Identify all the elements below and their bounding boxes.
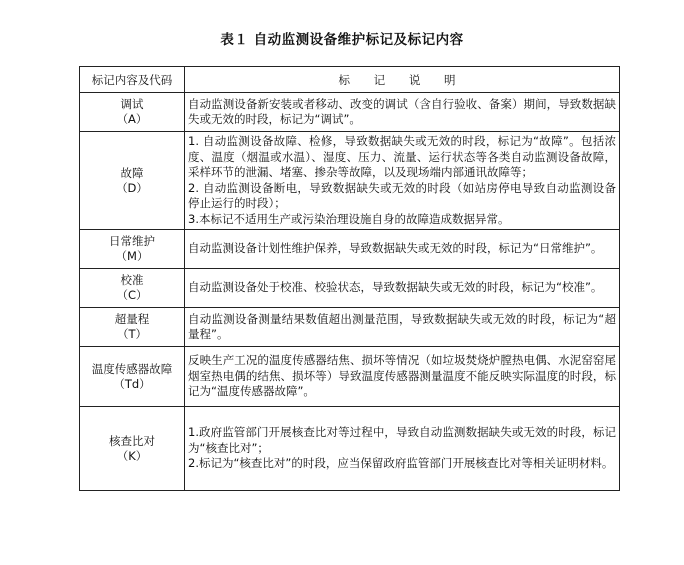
mark-description-cell	[185, 230, 620, 269]
mark-name-cell	[80, 269, 185, 308]
table-row	[80, 269, 620, 308]
table-title: 表１ 自动监测设备维护标记及标记内容	[220, 32, 464, 48]
mark-name-cell	[80, 132, 185, 230]
mark-name: 超量程	[114, 312, 150, 326]
mark-description-cell	[185, 269, 620, 308]
mark-description-cell	[185, 308, 620, 347]
mark-name: 核查比对	[109, 433, 155, 448]
table-row	[80, 132, 620, 230]
mark-description-cell	[185, 347, 620, 407]
mark-code: （T）	[116, 327, 148, 341]
mark-description-cell	[185, 132, 620, 230]
table-row	[80, 308, 620, 347]
mark-code: （Td）	[113, 376, 151, 391]
mark-description-line: 自动监测设备处于校准、校验状态，导致数据缺失或无效的时段，标记为“校准”。	[188, 280, 603, 295]
mark-description-line: 2. 自动监测设备断电，导致数据缺失或无效的时段（如站房停电导致自动监测设备停止运行的时段）；	[188, 180, 616, 210]
mark-code: （M）	[115, 249, 149, 263]
mark-description-cell	[185, 407, 620, 491]
mark-description-line: 2.标记为“核查比对”的时段，应当保留政府监管部门开展核查比对等相关证明材料。	[188, 456, 614, 471]
mark-name-cell	[80, 407, 185, 491]
header-code: 标记内容及代码	[80, 67, 185, 93]
table-row	[80, 407, 620, 491]
mark-name: 调试	[120, 97, 144, 111]
mark-name: 校准	[120, 273, 144, 287]
mark-name-cell	[80, 308, 185, 347]
mark-name: 日常维护	[109, 234, 155, 248]
mark-code: （A）	[116, 112, 148, 126]
mark-name: 故障	[120, 165, 144, 180]
mark-description-line: 反映生产工况的温度传感器结焦、损坏等情况（如垃圾焚烧炉膛热电偶、水泥窑窑尾烟室热电偶的结焦、损坏等）导致温度传感器测量温度不能反映实际温度的时段，标记为“温度传感器故障”。	[188, 353, 616, 399]
mark-description-cell	[185, 93, 620, 132]
mark-code: （D）	[116, 180, 148, 195]
mark-description-line: 1. 自动监测设备故障、检修，导致数据缺失或无效的时段，标记为“故障”。包括浓度、温度（烟温或水温）、湿度、压力、流量、运行状态等各类自动监测设备故障，采样环节的泄漏、堵塞、掺杂等故障，以及现场端内部通讯故障等；	[188, 134, 616, 179]
table-row	[80, 230, 620, 269]
marking-table	[79, 66, 620, 491]
mark-description-line: 自动监测设备测量结果数值超出测量范围，导致数据缺失或无效的时段，标记为“超量程”。	[188, 311, 616, 341]
mark-name: 温度传感器故障	[91, 361, 173, 376]
table-header-row	[80, 67, 620, 93]
table-row	[80, 347, 620, 407]
mark-description-line: 3.本标记不适用生产或污染治理设施自身的故障造成数据异常。	[188, 211, 510, 226]
header-description: 标 记 说 明	[185, 67, 620, 93]
mark-code: （C）	[116, 288, 148, 302]
table-body	[80, 93, 620, 491]
mark-name-cell	[80, 230, 185, 269]
mark-code: （K）	[116, 448, 148, 463]
mark-name-cell	[80, 347, 185, 407]
mark-description-line: 1.政府监管部门开展核查比对等过程中，导致自动监测数据缺失或无效的时段，标记为“核查比对”；	[188, 425, 616, 455]
mark-description-line: 自动监测设备新安装或者移动、改变的调试（含自行验收、备案）期间，导致数据缺失或无效的时段，标记为“调试”。	[188, 96, 616, 126]
table-row	[80, 93, 620, 132]
mark-name-cell	[80, 93, 185, 132]
mark-description-line: 自动监测设备计划性维护保养，导致数据缺失或无效的时段，标记为“日常维护”。	[188, 241, 603, 256]
